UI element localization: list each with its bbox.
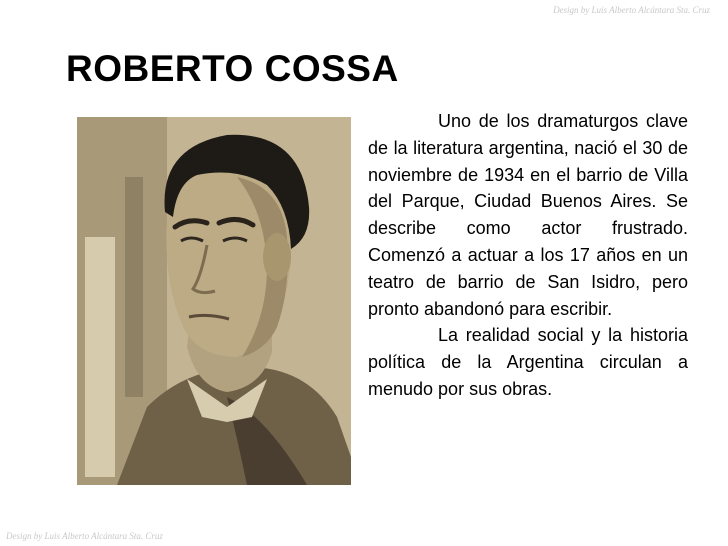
biography-paragraph-2: La realidad social y la historia política de la Argentina circulan a menudo por sus obras. <box>368 325 688 399</box>
portrait-illustration <box>77 117 351 485</box>
designer-credit-top: Design by Luis Alberto Alcántara Sta. Cruz <box>553 5 710 15</box>
biography-paragraph-1: Uno de los dramaturgos clave de la literatura argentina, nació el 30 de noviembre de 1934 en el barrio de Villa del Parque, Ciudad Buenos Aires. Se describe como actor frustrado. Comenzó a actuar a los 17 años en un teatro de barrio de San Isidro, pero pronto abandonó para escribir. <box>368 111 688 319</box>
ear <box>263 233 291 281</box>
background-light-strip <box>85 237 115 477</box>
biography-text <box>368 108 688 403</box>
slide-title: ROBERTO COSSA <box>66 48 399 89</box>
portrait-photo <box>77 117 351 485</box>
background-dark-strip <box>125 177 143 397</box>
designer-credit-bottom: Design by Luis Alberto Alcántara Sta. Cruz <box>6 531 163 541</box>
